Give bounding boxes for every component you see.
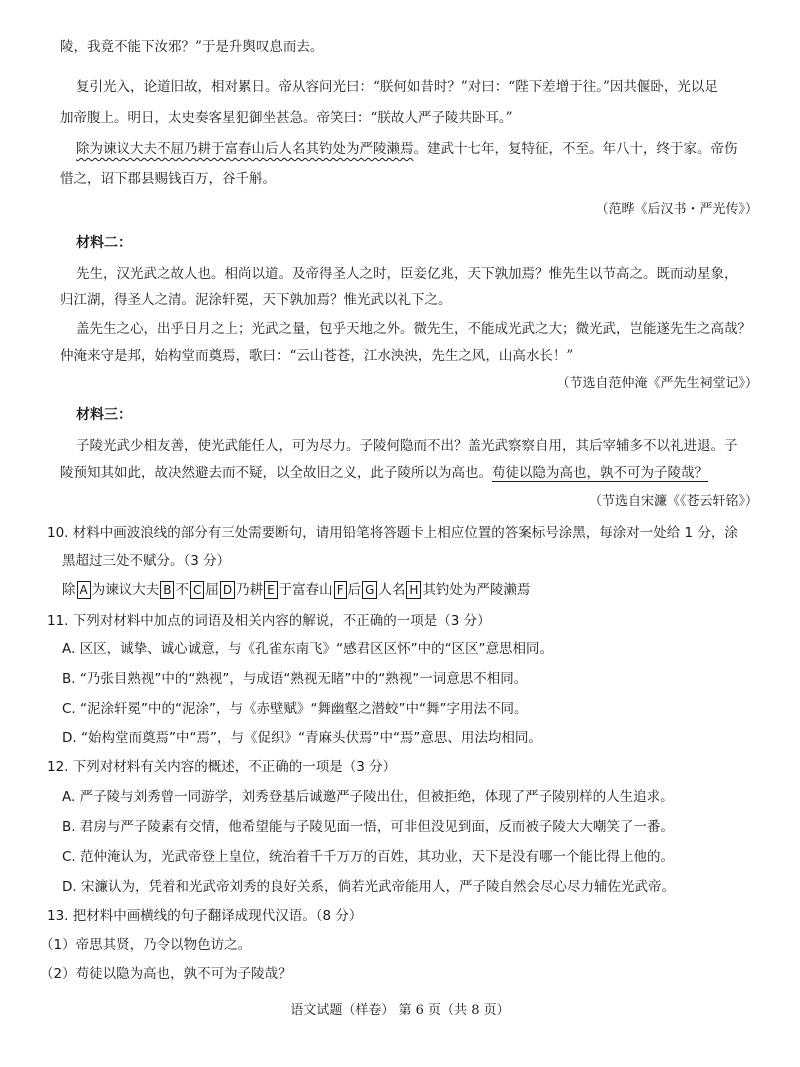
- q10-option-box[interactable]: F: [334, 581, 347, 599]
- material2-line1: 先生，汉光武之故人也。相尚以道。及帝得圣人之时，臣妾亿兆，天下孰加焉？惟先生以节高之。既而动星象，: [76, 266, 738, 282]
- material2-line3: 盖先生之心，出乎日月之上；光武之量，包乎天地之外。微先生，不能成光武之大；微光武，岂能遂先生之高哉？: [76, 321, 751, 337]
- material1-line4-rest: 。建武十七年，复特征，不至。年八十，终于家。帝伤: [413, 141, 738, 157]
- q11-option-c[interactable]: C. “泥涂轩冕”中的“泥涂”，与《赤壁赋》“舞幽壑之潜蛟”中“舞”字用法不同。: [62, 701, 528, 717]
- material3-heading: 材料三：: [76, 407, 132, 423]
- q12-option-d[interactable]: D. 宋濂认为，凭着和光武帝刘秀的良好关系，倘若光武帝能用人，严子陵自然会尽心尽力辅佐光武帝。: [62, 879, 675, 895]
- material1-line1: 陵，我竟不能下汝邪？”于是升舆叹息而去。: [60, 39, 324, 55]
- q10-option-box[interactable]: H: [406, 581, 421, 599]
- material1-line5: 惜之，诏下郡县赐钱百万，谷千斛。: [60, 171, 276, 187]
- q10-option-box[interactable]: E: [264, 581, 278, 599]
- material2-line2: 归江湖，得圣人之清。泥涂轩冕，天下孰加焉？惟光武以礼下之。: [60, 292, 452, 308]
- material1-line4: [76, 134, 776, 164]
- q12-stem: 12. 下列对材料有关内容的概述，不正确的一项是（3 分）: [47, 759, 397, 775]
- straight-underlined-sentence: 苟徒以隐为高也，孰不可为子陵哉？: [492, 465, 708, 481]
- q12-option-a[interactable]: A. 严子陵与刘秀曾一同游学，刘秀登基后诚邀严子陵出仕，但被拒绝，体现了严子陵别样的人生追求。: [62, 789, 674, 805]
- q10-segment: 后: [347, 582, 362, 598]
- q10-sentence-with-options: [62, 575, 530, 605]
- material2-line4: 仲淹来守是邦，始构堂而奠焉，歌曰：“云山苍苍，江水泱泱，先生之风，山高水长！”: [60, 348, 574, 364]
- material3-source: （节选自宋濂《《苍云轩铭》）: [588, 494, 758, 509]
- q10-stem-line1: 10. 材料中画波浪线的部分有三处需要断句，请用铅笔将答题卡上相应位置的答案标号涂黑，每涂对一处给 1 分，涂: [47, 525, 738, 541]
- q11-option-d[interactable]: D. “始构堂而奠焉”中“焉”，与《促织》“青麻头伏焉”中“焉”意思、用法均相同。: [62, 730, 542, 746]
- q12-option-b[interactable]: B. 君房与严子陵素有交情，他希望能与子陵见面一悟，可非但没见到面，反而被子陵大大嘲笑了一番。: [62, 819, 674, 835]
- material3-line2: [60, 458, 760, 488]
- q10-segment: 除: [62, 582, 76, 598]
- q10-option-box[interactable]: A: [77, 581, 91, 599]
- q10-segment: 于富春山: [278, 582, 333, 598]
- q10-option-box[interactable]: B: [160, 581, 174, 599]
- q13-stem: 13. 把材料中画横线的句子翻译成现代汉语。（8 分）: [47, 908, 363, 924]
- q10-stem-line2: 黑超过三处不赋分。（3 分）: [62, 553, 231, 569]
- q10-option-box[interactable]: C: [190, 581, 204, 599]
- q13-sentence-1: （1）帝思其贤，乃令以物色访之。: [40, 937, 252, 953]
- q10-segment: 不: [175, 582, 189, 598]
- q13-sentence-2: （2）苟徒以隐为高也，孰不可为子陵哉？: [40, 966, 292, 982]
- q10-option-box[interactable]: G: [362, 581, 377, 599]
- q11-option-b[interactable]: B. “乃张目熟视”中的“熟视”，与成语“熟视无睹”中的“熟视”一词意思不相同。: [62, 671, 528, 687]
- material2-heading: 材料二：: [76, 235, 132, 251]
- q10-segment: 乃耕: [236, 582, 264, 598]
- q11-option-a[interactable]: A. 区区，诚挚、诚心诚意，与《孔雀东南飞》“感君区区怀”中的“区区”意思相同。: [62, 641, 554, 657]
- material2-source: （节选自范仲淹《严先生祠堂记》）: [556, 376, 758, 391]
- material3-line2-plain: 陵预知其如此，故决然避去而不疑，以全故旧之义，此子陵所以为高也。: [60, 465, 492, 481]
- material3-line1: 子陵光武少相友善，使光武能任人，可为尽力。子陵何隐而不出？盖光武察察自用，其后宰辅多不以礼进退。子: [76, 438, 738, 454]
- page-footer: 语文试题（样卷） 第 6 页（共 8 页）: [290, 1003, 510, 1018]
- material1-line2: 复引光入，论道旧故，相对累日。帝从容问光曰：“朕何如昔时？”对曰：“陛下差增于往。”因共偃卧，光以足: [76, 79, 718, 95]
- wavy-underlined-sentence: 除为谏议大夫不屈乃耕于富春山后人名其钓处为严陵濑焉: [76, 141, 414, 157]
- q10-segment: 人名: [378, 582, 406, 598]
- q10-segment: 为谏议大夫: [91, 582, 160, 598]
- q12-option-c[interactable]: C. 范仲淹认为，光武帝登上皇位，统治着千千万万的百姓，其功业，天下是没有哪一个能比得上他的。: [62, 849, 675, 865]
- q11-stem: 11. 下列对材料中加点的词语及相关内容的解说，不正确的一项是（3 分）: [47, 613, 491, 629]
- q10-option-box[interactable]: D: [220, 581, 235, 599]
- q10-segment: 其钓处为严陵濑焉: [422, 582, 531, 598]
- material1-source: （范晔《后汉书・严光传》）: [595, 202, 758, 217]
- q10-segment: 屈: [205, 582, 219, 598]
- material1-line3: 加帝腹上。明日，太史奏客星犯御坐甚急。帝笑曰：“朕故人严子陵共卧耳。”: [60, 110, 513, 126]
